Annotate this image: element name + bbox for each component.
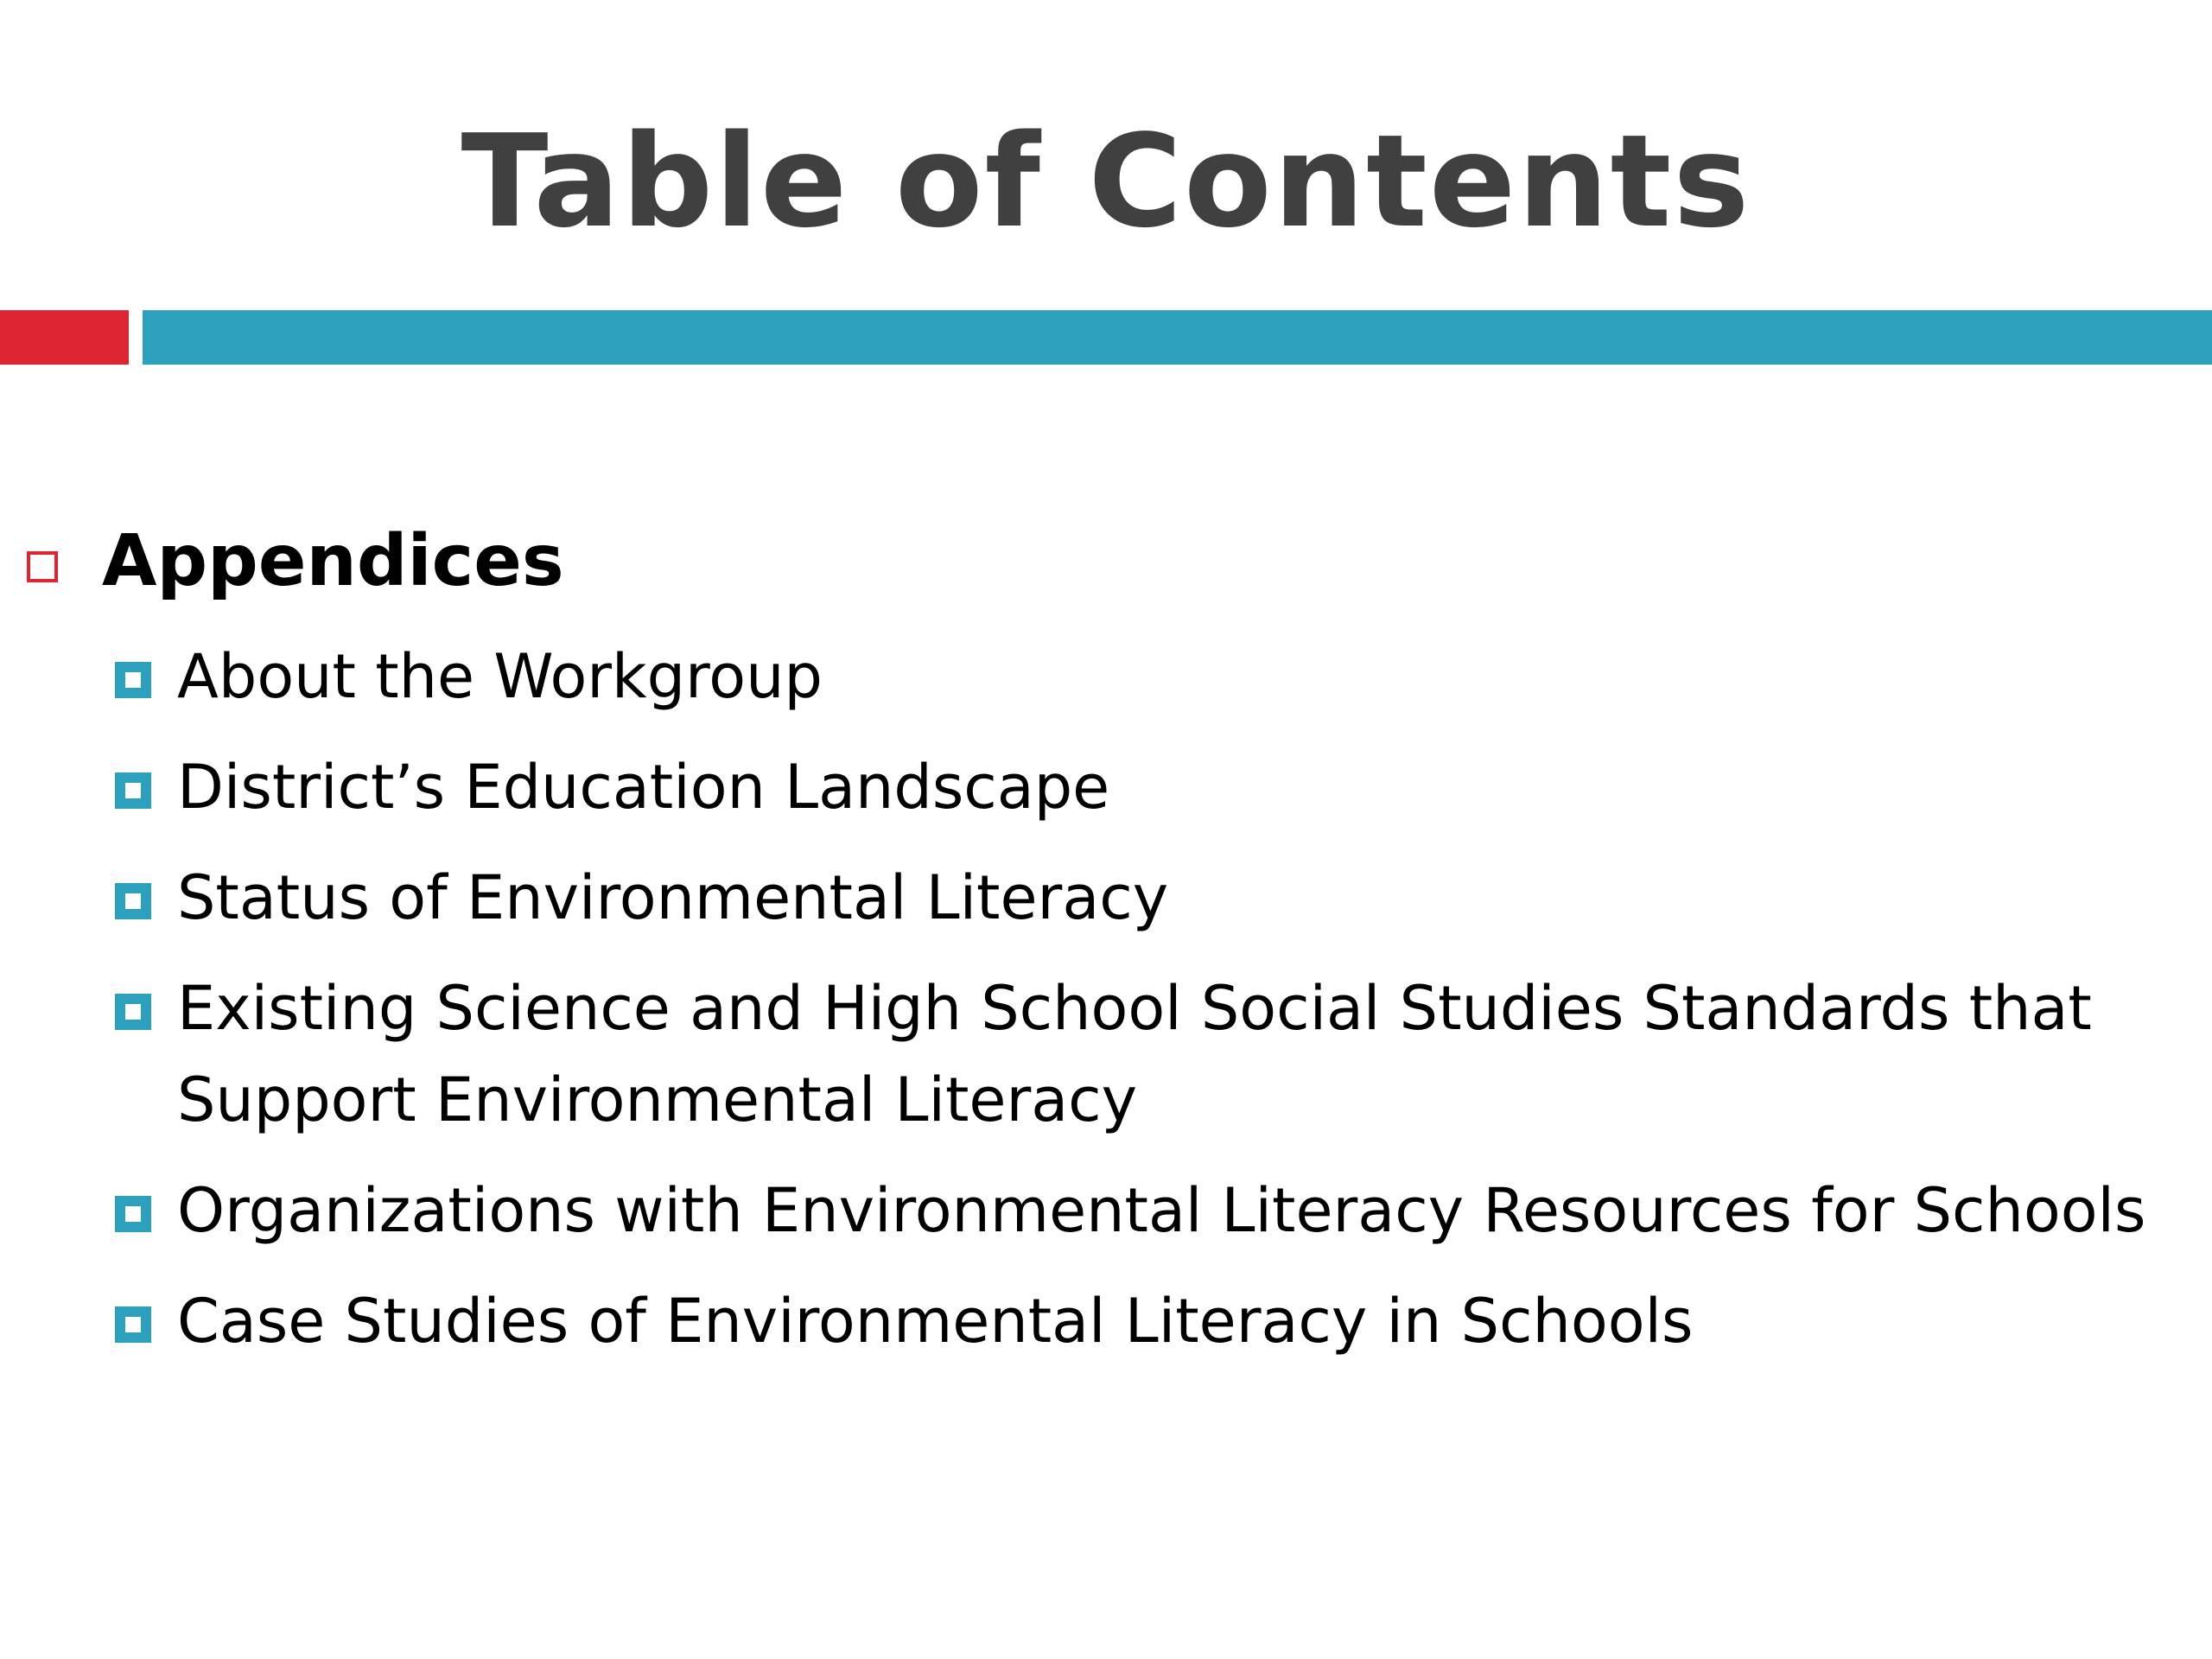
list-item [0, 741, 2212, 833]
list-item [0, 963, 2212, 1146]
title-accent-bar-red [0, 310, 129, 365]
square-bullet-icon [115, 1306, 151, 1343]
slide-title: Table of Contents [461, 107, 1751, 256]
list-item [0, 1165, 2212, 1256]
list-item-label: District’s Education Landscape [177, 752, 1110, 823]
list-item [0, 631, 2212, 722]
section-heading-row [0, 514, 2212, 609]
list-item [0, 852, 2212, 944]
square-bullet-icon [115, 994, 151, 1030]
square-bullet-icon [115, 883, 151, 919]
section-heading: Appendices [102, 520, 564, 602]
hollow-square-bullet-icon [27, 551, 58, 582]
list-item-label: Case Studies of Environmental Literacy in Schools [177, 1286, 1694, 1357]
appendix-list [0, 631, 2212, 1386]
list-item-label: Organizations with Environmental Literacy Resources for Schools [177, 1175, 2146, 1246]
list-item-label: Existing Science and High School Social Studies Standards that Support Environmental Literacy [177, 973, 2092, 1135]
list-item [0, 1275, 2212, 1367]
list-item-label: Status of Environmental Literacy [177, 862, 1169, 933]
square-bullet-icon [115, 1196, 151, 1232]
square-bullet-icon [115, 772, 151, 809]
square-bullet-icon [115, 662, 151, 698]
list-item-label: About the Workgroup [177, 641, 823, 712]
title-accent-bar-blue [143, 310, 2212, 365]
